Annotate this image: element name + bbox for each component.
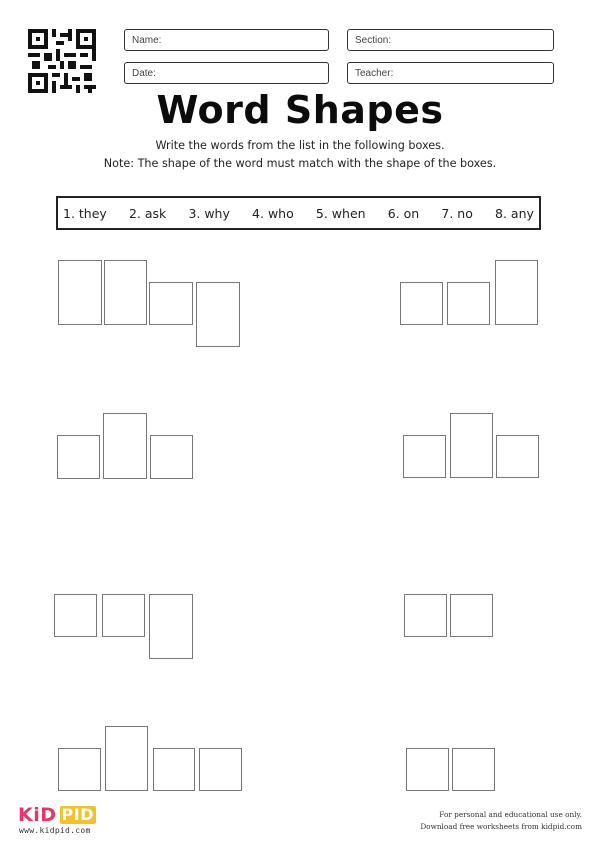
word-item: 7. no — [441, 205, 473, 221]
word-item: 4. who — [252, 205, 294, 221]
section-label: Section: — [355, 35, 392, 46]
name-field[interactable] — [124, 29, 329, 51]
logo-kid-text: KiD — [18, 804, 57, 826]
letter-box-short[interactable] — [54, 594, 97, 637]
footer-note-1: For personal and educational use only. — [439, 810, 582, 819]
letter-box-short[interactable] — [400, 282, 443, 325]
word-item: 2. ask — [128, 205, 167, 221]
letter-box-short[interactable] — [149, 282, 193, 325]
letter-box-short[interactable] — [150, 435, 193, 479]
letter-box-short[interactable] — [450, 594, 493, 637]
date-field[interactable] — [124, 62, 329, 84]
letter-box-descender[interactable] — [196, 282, 240, 347]
date-label: Date: — [132, 68, 156, 79]
teacher-label: Teacher: — [355, 68, 394, 79]
instruction-line-2: Note: The shape of the word must match with the shape of the boxes. — [103, 157, 497, 170]
letter-box-short[interactable] — [199, 748, 242, 791]
logo-url: www.kidpid.com — [19, 826, 91, 835]
letter-box-short[interactable] — [496, 435, 539, 478]
name-label: Name: — [132, 35, 162, 46]
letter-box-tall[interactable] — [450, 413, 493, 478]
letter-box-short[interactable] — [404, 594, 447, 637]
letter-box-short[interactable] — [58, 748, 101, 791]
letter-box-descender[interactable] — [149, 594, 193, 659]
letter-box-tall[interactable] — [105, 726, 148, 791]
letter-box-tall[interactable] — [104, 260, 147, 325]
letter-box-tall[interactable] — [58, 260, 102, 325]
logo-pid-text: PID — [61, 805, 94, 824]
letter-box-short[interactable] — [452, 748, 495, 791]
letter-box-short[interactable] — [447, 282, 490, 325]
page-title: Word Shapes — [156, 88, 444, 132]
letter-box-short[interactable] — [153, 748, 195, 791]
word-item: 6. on — [387, 205, 420, 221]
word-item: 5. when — [315, 205, 366, 221]
letter-box-tall[interactable] — [495, 260, 538, 325]
word-list — [56, 196, 541, 230]
kidpid-logo — [18, 804, 96, 826]
letter-box-tall[interactable] — [103, 413, 147, 479]
word-item: 3. why — [188, 205, 230, 221]
instruction-line-1: Write the words from the list in the following boxes. — [155, 139, 445, 152]
letter-box-short[interactable] — [57, 435, 100, 479]
letter-box-short[interactable] — [406, 748, 449, 791]
qr-code-icon — [28, 29, 96, 93]
teacher-field[interactable] — [347, 62, 554, 84]
section-field[interactable] — [347, 29, 554, 51]
footer-note-2: Download free worksheets from kidpid.com — [420, 822, 582, 831]
letter-box-short[interactable] — [102, 594, 145, 637]
word-item: 8. any — [495, 205, 534, 221]
word-item: 1. they — [63, 205, 107, 221]
letter-box-short[interactable] — [403, 435, 446, 478]
